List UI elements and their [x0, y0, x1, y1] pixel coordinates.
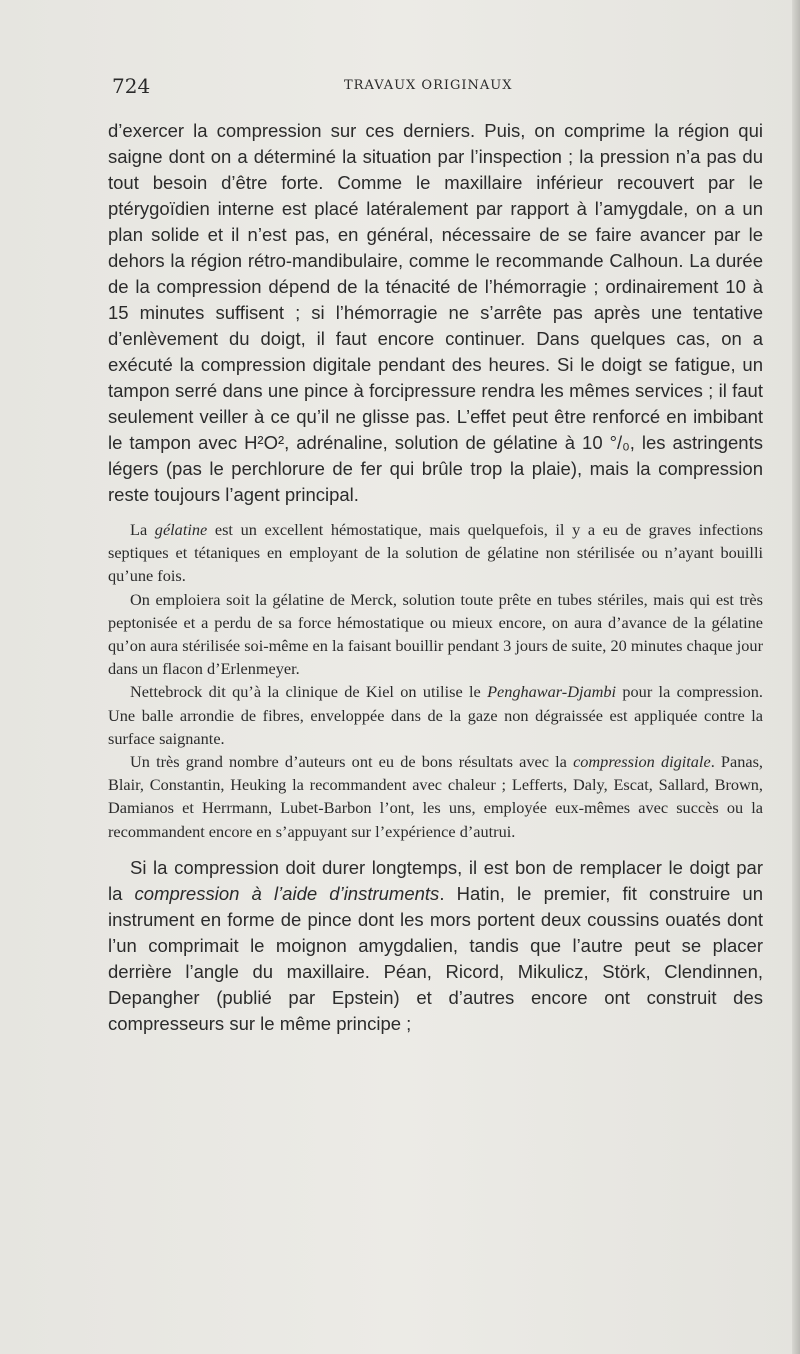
note-merck: On emploiera soit la gélatine de Merck, solution toute prête en tubes stériles, mais qui est très peptonisée et a perdu de sa force hémostatique ou mieux encore, on aura d’avance de la gélatine qu’on aura stérilisée soi-même en la faisant bouillir pendant 3 jours de suite, 20 minutes chaque jour dans un flacon d’Erlenmeyer. [108, 589, 763, 679]
page-number: 724 [112, 74, 151, 98]
running-title: TRAVAUX ORIGINAUX [344, 78, 513, 93]
paragraph-compression: d’exercer la compression sur ces derniers. Puis, on comprime la région qui saigne dont on a déterminé la situation par l’inspection ; la pression n’a pas du tout besoin d’être forte. Comme le maxillaire inférieur recouvert par le ptérygoïdien interne est placé latéralement par rapport à l’amygdale, on a un plan solide et il n’est pas, en général, nécessaire de se faire avancer par le dehors la région rétro-mandibulaire, comme le recommande Calhoun. La durée de la compression dépend de la ténacité de l’hémorragie ; ordinairement 10 à 15 minutes suffisent ; si l’hémorragie ne s’arrête pas après une tentative d’enlèvement du doigt, il faut encore continuer. Dans quelques cas, on a exécuté la compression digitale pendant des heures. Si le doigt se fatigue, un tampon serré dans une pince à forcipressure rendra les mêmes services ; il faut seulement veiller à ce qu’il ne glisse pas. L’effet peut être renforcé en imbibant le tampon avec H²O², adrénaline, solution de gélatine à 10 °/₀, les astringents légers (pas le perchlorure de fer qui brûle trop la plaie), mais la compression reste toujours l’agent principal. [108, 120, 763, 505]
note-gelatine: La gélatine est un excellent hémostatique, mais quelquefois, il y a eu de graves infections septiques et tétaniques en employant de la solution de gélatine non stérilisée ou n’ayant bouilli qu’une fois. [108, 520, 763, 586]
page-header [112, 74, 757, 104]
small-print-block [108, 518, 763, 843]
text-body [108, 118, 763, 1037]
page-edge [792, 0, 800, 1354]
paragraph-instruments: Si la compression doit durer longtemps, il est bon de remplacer le doigt par la compression à l’aide d’instruments. Hatin, le premier, fit construire un instrument en forme de pince dont les mors portent deux coussins ouatés dont l’un comprimait le moignon amygdalien, tandis que l’autre peut se placer derrière l’angle du maxillaire. Péan, Ricord, Mikulicz, Störk, Clendinnen, Depangher (publié par Epstein) et d’autres encore ont construit des compresseurs sur le même principe ; [108, 856, 763, 1034]
note-nettebrock: Nettebrock dit qu’à la clinique de Kiel on utilise le Penghawar-Djambi pour la compression. Une balle arrondie de fibres, enveloppée dans de la gaze non dégraissée est appliquée contre la surface saignante. [108, 682, 763, 748]
note-auteurs: Un très grand nombre d’auteurs ont eu de bons résultats avec la compression digitale. Panas, Blair, Constantin, Heuking la recommandent avec chaleur ; Lefferts, Daly, Escat, Sallard, Brown, Damianos et Herrmann, Lubet-Barbon l’ont, les uns, employée eux-mêmes avec succès ou la recommandent encore en s’appuyant sur l’expérience d’autrui. [108, 752, 763, 841]
